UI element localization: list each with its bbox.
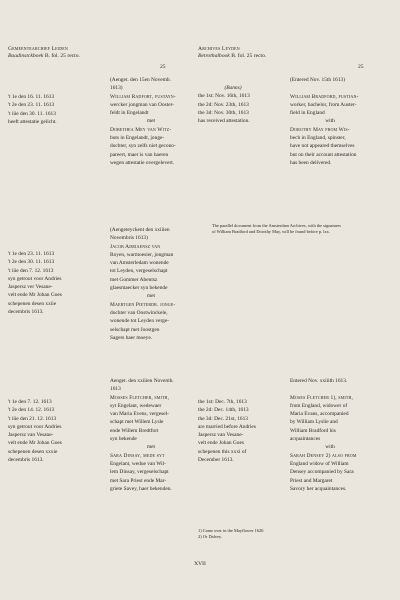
page-number-left: 25 — [160, 64, 166, 70]
text-line: dochter van Oostwinckele, — [110, 309, 168, 316]
text-line: Priest and Margaret — [290, 477, 333, 484]
text-line: are married before Andries — [198, 423, 256, 430]
text-line: William Bradford his — [290, 427, 336, 434]
text-line: met — [146, 118, 156, 125]
text-line: Entered Nov. xxiiith 1613. — [290, 378, 348, 384]
entry3-dutch-text — [110, 377, 192, 493]
text-line: schepenen desen xxiie — [8, 300, 57, 307]
text-line: syt Engelant, wedewaer — [110, 402, 162, 409]
text-line: Maria Evans, accompanied — [290, 411, 349, 418]
text-line: met — [146, 293, 156, 300]
text-line: the 1st: Dec. 7th, 1613 — [198, 399, 247, 405]
text-line: syn bekende — [110, 436, 137, 443]
text-line: schepenen desen xxxie — [8, 448, 58, 455]
header-right-fol: B. fol. 25 recto. — [231, 53, 267, 59]
text-line: buts in Engelandt, jonge- — [110, 135, 165, 142]
text-line: feldt in Engelandt — [110, 110, 149, 117]
text-line: by William Lyslie and — [290, 419, 338, 426]
text-line: Dorothy May from Wis- — [290, 126, 350, 133]
text-line: decembris 1613. — [8, 457, 44, 464]
text-line: the 2d: Nov. 23th, 1613 — [198, 101, 249, 108]
text-line: 1613 — [110, 386, 121, 393]
text-line: field in England — [290, 110, 325, 117]
header-left-fol: B. fol. 25 recto. — [44, 53, 80, 59]
text-line: Royen, warmoesier, jongman — [110, 251, 174, 258]
parallel-note — [212, 223, 341, 235]
text-line: England widow of William — [290, 460, 349, 467]
text-line: schapt met Willem Lysle — [110, 419, 164, 426]
text-line: van Maria Evens, vergesel- — [110, 411, 169, 418]
page-number-right: 25 — [358, 64, 364, 70]
header-left-archive: Gemeentearchief Leiden — [8, 46, 68, 52]
entry1-dutch-text — [110, 76, 192, 167]
text-line: met — [146, 444, 156, 451]
text-line: Aenget. den xxiiien Novemb. — [110, 378, 174, 384]
entry3-english-dates — [198, 398, 256, 464]
text-line: 't 2e den 23. 11. 1613 — [8, 102, 55, 109]
text-line: bech in England, spinster, — [290, 135, 346, 142]
text-line: wercker jongman van Ooster- — [110, 101, 175, 108]
text-line: schepenen this xxxi of — [198, 448, 247, 455]
text-line: 1613) — [110, 85, 123, 92]
text-line: have not appeared themselves — [290, 143, 355, 150]
header-right-book: Betrothalbook — [198, 53, 230, 59]
text-line: 't iiie den 21. 12. 1613 — [8, 415, 57, 422]
text-line: the 3d: Nov. 30th, 1613 — [198, 109, 249, 116]
text-line: griete Savey, haer bekenden. — [110, 485, 172, 492]
text-line: glaesmaecker syn bekende — [110, 285, 168, 292]
text-line — [290, 385, 370, 393]
text-line: the 3d: Dec. 21st, 1613 — [198, 415, 249, 422]
text-line: Densey accompanied by Sara — [290, 469, 354, 476]
text-line: William Radfort, fustayn- — [110, 93, 176, 100]
text-line: (Aenget. den 15en Novemb. — [110, 77, 171, 83]
text-line: Maertgen Pieterdr. jonge- — [110, 301, 176, 308]
text-line: with — [325, 118, 335, 125]
header-right-archive: Archives Leyden — [198, 46, 240, 52]
text-line: the 2d: Dec. 14th, 1613 — [198, 407, 249, 414]
text-line: syn getrout voor Andries — [8, 275, 62, 282]
text-line — [290, 84, 370, 92]
text-line: with — [325, 444, 335, 451]
text-line: Sarah Densey 2) also from — [290, 452, 357, 459]
text-line: (Entered Nov. 15th 1613) — [290, 77, 346, 83]
text-line: Sara Dinsay, mede syt — [110, 452, 165, 459]
text-line: acquaintances — [290, 436, 321, 443]
text-line: ende Willem Bredtfort — [110, 427, 159, 434]
text-line: Novembris 1613) — [110, 235, 148, 242]
text-line: Sagers haer moeye. — [110, 334, 153, 341]
text-line: Savory her acquaintances. — [290, 485, 347, 492]
text-line: van Amsterledam wonende — [110, 260, 169, 267]
entry2-dutch-dates — [8, 250, 62, 316]
text-line: decembris 1613. — [8, 309, 44, 316]
text-line: Mosses Fletcher, smith, — [110, 394, 170, 401]
text-line: Dorethea Mey van Witz- — [110, 126, 172, 133]
text-line: Jaspersz van Vesane- — [8, 432, 54, 439]
text-line: has been delivered. — [290, 159, 332, 166]
header-left-book: Baadinstckboek — [8, 53, 44, 59]
text-line: 't 2e den 14. 12. 1613 — [8, 407, 55, 414]
entry1-dutch-dates — [8, 93, 57, 126]
entry1-english-text — [290, 76, 370, 167]
text-line: but on their account attestation — [290, 151, 357, 158]
text-line: 't 1e den 16. 11. 1613 — [8, 94, 55, 100]
text-line: velt ende Mr Johan Goes — [8, 440, 62, 447]
text-line: Moses Fletcher 1), smith, — [290, 394, 353, 401]
text-line: has received attestation. — [198, 118, 250, 125]
footnote: 2) Or Dalvey. — [198, 534, 222, 539]
footnotes — [198, 528, 264, 540]
text-line: (Aengeteyckent den xxiiien — [110, 227, 170, 233]
text-line: heeft attestatie gelicht. — [8, 118, 57, 125]
text-line: selschapt met Joostgen — [110, 326, 160, 333]
text-line: Jaspersz van Vesane- — [198, 432, 244, 439]
text-line: syn getrout voor Andries — [8, 423, 62, 430]
text-line: velt ende Johan Goes — [198, 440, 244, 447]
text-line: (Banns) — [224, 85, 242, 91]
text-line: dochter, syn zelfs niet gecono- — [110, 143, 176, 150]
text-line: lem Dinsay, vergeselschapt — [110, 469, 169, 476]
text-line: tot Leyden, vergeselschapt — [110, 268, 168, 275]
note-line: The parallel document from the Amsterdam Archives, with the signatures — [212, 223, 341, 228]
text-line: pareert, maer is van haeren — [110, 151, 169, 158]
text-line: wegen attestatie overgelevert. — [110, 159, 175, 166]
text-line: from England, widower of — [290, 402, 348, 409]
text-line: met Gommer Abentsz — [110, 276, 158, 283]
entry1-english-dates — [198, 84, 268, 125]
text-line: met Sara Priest ende Mar- — [110, 477, 167, 484]
text-line: 't iiie den 7. 12. 1613 — [8, 267, 54, 274]
entry3-english-text — [290, 377, 370, 493]
text-line: velt ende Mr Johan Goes — [8, 292, 62, 299]
text-line: William Bradford, fustian- — [290, 93, 359, 100]
note-line: of William Bradford and Dorothy May, will be found before p. lxx. — [212, 229, 330, 234]
text-line: the 1st: Nov. 16th, 1613 — [198, 93, 250, 100]
text-line: December 1613. — [198, 457, 234, 464]
text-line: wonende tot Leyden verge- — [110, 318, 170, 325]
folio-number: XVII — [194, 561, 206, 567]
header-left-ref — [8, 53, 80, 60]
text-line: worker, bachelor, from Auster- — [290, 101, 357, 108]
text-line: Engelant, wedue van Wil- — [110, 460, 166, 467]
text-line: Jaspersz ver Vesane- — [8, 284, 53, 291]
text-line: 't iiie den 30. 11. 1613 — [8, 110, 56, 117]
footnote: 1) Came over in the Mayflower 1620. — [198, 528, 265, 533]
text-line: 't 1e den 7. 12. 1613 — [8, 399, 52, 405]
text-line: 't 2e den 30. 11. 1613 — [8, 259, 55, 266]
entry3-dutch-dates — [8, 398, 62, 464]
text-line: Jacob Adriaensz van — [110, 243, 161, 250]
text-line: 't 1e den 23. 11. 1613 — [8, 251, 55, 257]
entry2-dutch-text — [110, 226, 192, 342]
header-right-ref — [198, 53, 266, 60]
